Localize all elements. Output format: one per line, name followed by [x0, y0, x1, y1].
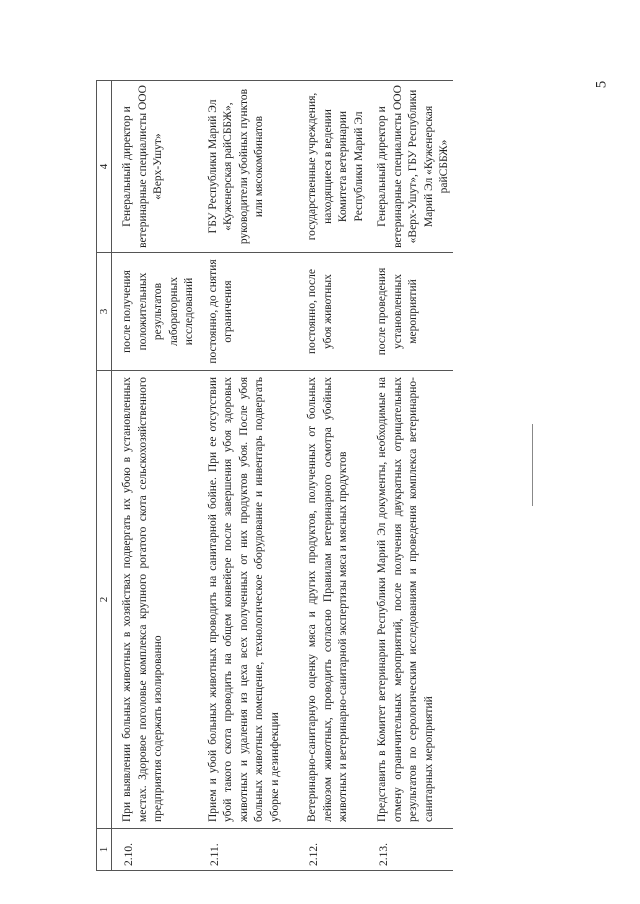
row-action: Ветеринарно-санитарную оценку мяса и других продуктов, полученных от больных лейкозом животных, проводить согласно Правилам ветеринарного осмотра убойных животных и ветеринарно-санитарной экспертизы мяса и мясных продуктов: [297, 371, 367, 829]
table-header-row: [97, 81, 112, 871]
row-responsible: государственные учреждения, находящиеся в ведении Комитета ветеринарии Республики Марий Эл: [297, 81, 367, 253]
row-term: постоянно, до снятия ограничения: [198, 253, 298, 371]
page-number: 5: [593, 80, 610, 89]
row-term: после получения положительных результатов лабораторных исследований: [112, 253, 198, 371]
row-number: 2.12.: [297, 829, 367, 871]
column-header: 1: [97, 829, 112, 871]
table-row: [112, 81, 198, 871]
closing-line: [532, 424, 533, 506]
table-row: [198, 81, 298, 871]
row-number: 2.11.: [198, 829, 298, 871]
column-header: 4: [97, 81, 112, 253]
measures-table: [96, 80, 453, 871]
row-action: Представить в Комитет ветеринарии Республики Марий Эл документы, необходимые на отмену ограничительных мероприятий, после получения двукратных отрицательных результатов по серологическим исследованиям и проведения комплекса ветеринарно-санитарных мероприятий: [367, 371, 453, 829]
table-row: [297, 81, 367, 871]
rotated-table-wrapper: [96, 81, 496, 871]
column-header: 3: [97, 253, 112, 371]
row-number: 2.13.: [367, 829, 453, 871]
row-term: постоянно, после убоя животных: [297, 253, 367, 371]
row-action: При выявлении больных животных в хозяйствах подвергать их убою в установленных местах. Здоровое поголовье комплекса крупного рогатого скота сельскохозяйственного предприятия содержать изолированно: [112, 371, 198, 829]
row-responsible: Генеральный директор и ветеринарные специалисты ООО «Верх-Ушут»: [112, 81, 198, 253]
row-responsible: Генеральный директор и ветеринарные специалисты ООО «Верх-Ушут», ГБУ Республики Марий Эл «Куженерская райСББЖ»: [367, 81, 453, 253]
row-term: после проведения установленных мероприятий: [367, 253, 453, 371]
row-action: Прием и убой больных животных проводить на санитарной бойне. При ее отсутствии убой такого скота проводить на общем конвейере после завершения убоя здоровых животных и удаления из цеха всех полученных от них продуктов убоя. После убоя больных животных помещение, технологическое оборудование и инвентарь подвергать уборке и дезинфекции: [198, 371, 298, 829]
row-responsible: ГБУ Республики Марий Эл «Куженерская райСББЖ», руководители убойных пунктов или мясокомбинатов: [198, 81, 298, 253]
table-row: [367, 81, 453, 871]
row-number: 2.10.: [112, 829, 198, 871]
column-header: 2: [97, 371, 112, 829]
